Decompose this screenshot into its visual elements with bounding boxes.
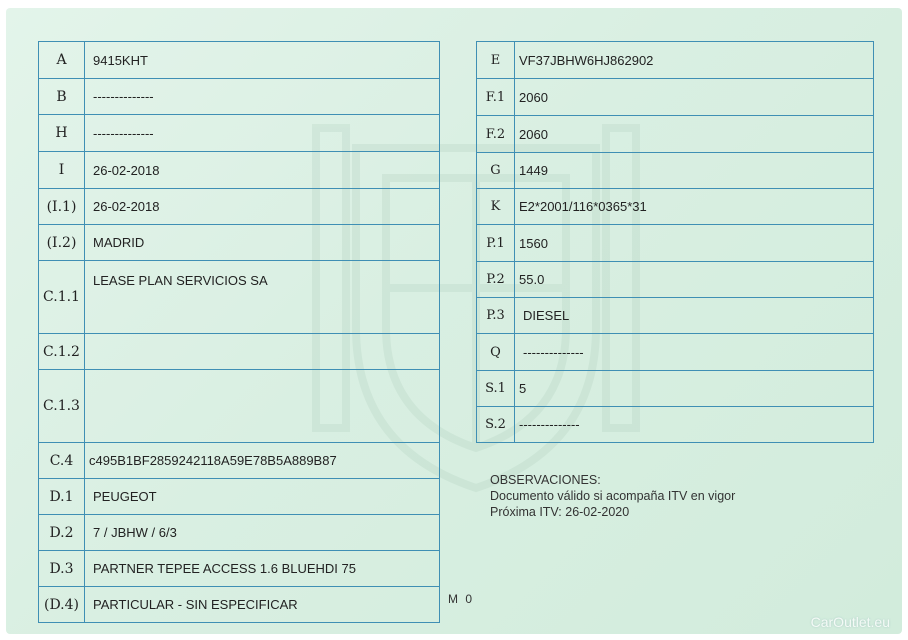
brand-watermark: CarOutlet.eu <box>810 614 890 630</box>
field-code: H <box>39 115 85 152</box>
field-row-c11 <box>39 261 440 334</box>
field-row-d4 <box>39 587 440 623</box>
field-row-p2 <box>477 262 874 298</box>
field-row-d1 <box>39 479 440 515</box>
field-code: (I.2) <box>39 225 85 261</box>
field-code: D.1 <box>39 479 85 515</box>
field-row-q <box>477 334 874 371</box>
observations-block <box>490 472 735 520</box>
field-code: C.4 <box>39 443 85 479</box>
mark-code: M 0 <box>448 592 475 606</box>
field-value: PARTNER TEPEE ACCESS 1.6 BLUEHDI 75 <box>85 551 440 587</box>
field-code: C.1.3 <box>39 370 85 443</box>
field-value: -------------- <box>515 334 874 371</box>
field-row-c4 <box>39 443 440 479</box>
registration-document <box>6 8 902 634</box>
left-fields-table <box>38 41 440 623</box>
field-code: P.1 <box>477 225 515 262</box>
field-value: -------------- <box>85 79 440 115</box>
field-code: P.2 <box>477 262 515 298</box>
field-value: 5 <box>515 371 874 407</box>
field-code: K <box>477 189 515 225</box>
field-value: E2*2001/116*0365*31 <box>515 189 874 225</box>
field-row-e <box>477 42 874 79</box>
field-row-s2 <box>477 407 874 443</box>
field-code: S.1 <box>477 371 515 407</box>
field-value: PARTICULAR - SIN ESPECIFICAR <box>85 587 440 623</box>
field-code: F.1 <box>477 79 515 116</box>
field-row-c13 <box>39 370 440 443</box>
field-value: 26-02-2018 <box>85 189 440 225</box>
field-value: -------------- <box>515 407 874 443</box>
field-value: 7 / JBHW / 6/3 <box>85 515 440 551</box>
field-row-s1 <box>477 371 874 407</box>
field-row-a <box>39 42 440 79</box>
field-code: E <box>477 42 515 79</box>
observations-line: Próxima ITV: 26-02-2020 <box>490 505 630 519</box>
field-row-i2 <box>39 225 440 261</box>
field-code: (D.4) <box>39 587 85 623</box>
field-code: C.1.1 <box>39 261 85 334</box>
field-row-i1 <box>39 189 440 225</box>
field-row-b <box>39 79 440 115</box>
field-row-i <box>39 152 440 189</box>
field-value: 26-02-2018 <box>85 152 440 189</box>
field-code: (I.1) <box>39 189 85 225</box>
field-value: VF37JBHW6HJ862902 <box>515 42 874 79</box>
field-value: PEUGEOT <box>85 479 440 515</box>
field-code: D.3 <box>39 551 85 587</box>
field-row-p1 <box>477 225 874 262</box>
field-code: P.3 <box>477 298 515 334</box>
field-value: MADRID <box>85 225 440 261</box>
field-row-f2 <box>477 116 874 153</box>
field-row-p3 <box>477 298 874 334</box>
field-value: 2060 <box>515 116 874 153</box>
field-value: 9415KHT <box>85 42 440 79</box>
field-row-h <box>39 115 440 152</box>
field-value: 2060 <box>515 79 874 116</box>
field-row-c12 <box>39 334 440 370</box>
field-code: C.1.2 <box>39 334 85 370</box>
field-code: Q <box>477 334 515 371</box>
field-value: c495B1BF2859242118A59E78B5A889B87 <box>85 443 440 479</box>
field-row-d2 <box>39 515 440 551</box>
field-value: LEASE PLAN SERVICIOS SA <box>85 261 440 334</box>
field-row-f1 <box>477 79 874 116</box>
field-row-g <box>477 153 874 189</box>
field-value: -------------- <box>85 115 440 152</box>
field-code: G <box>477 153 515 189</box>
field-code: B <box>39 79 85 115</box>
field-code: D.2 <box>39 515 85 551</box>
field-row-k <box>477 189 874 225</box>
field-code: I <box>39 152 85 189</box>
field-value: 1449 <box>515 153 874 189</box>
right-fields-table <box>476 41 874 443</box>
field-code: A <box>39 42 85 79</box>
field-value <box>85 370 440 443</box>
field-value: 55.0 <box>515 262 874 298</box>
observations-title: OBSERVACIONES: <box>490 473 601 487</box>
field-row-d3 <box>39 551 440 587</box>
field-value: 1560 <box>515 225 874 262</box>
field-code: S.2 <box>477 407 515 443</box>
observations-line: Documento válido si acompaña ITV en vigor <box>490 489 736 503</box>
field-value <box>85 334 440 370</box>
field-code: F.2 <box>477 116 515 153</box>
field-value: DIESEL <box>515 298 874 334</box>
